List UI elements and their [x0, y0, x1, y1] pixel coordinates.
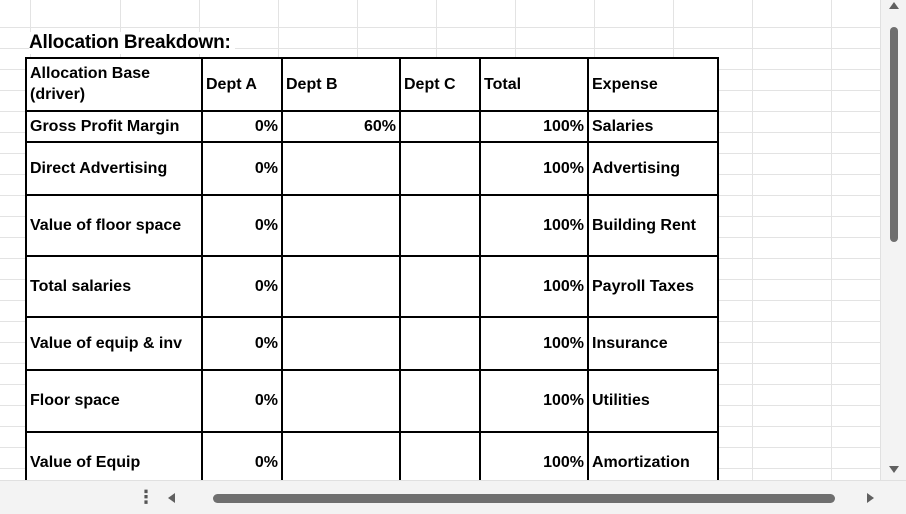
cell-total[interactable]: 100%: [480, 195, 588, 256]
cell-dept-a[interactable]: 0%: [202, 195, 282, 256]
scroll-down-icon[interactable]: [889, 466, 899, 473]
header-total[interactable]: Total: [480, 58, 588, 111]
cell-base[interactable]: Value of floor space: [26, 195, 202, 256]
cell-expense[interactable]: Salaries: [588, 111, 718, 142]
cell-base[interactable]: Value of equip & inv: [26, 317, 202, 370]
cell-dept-c[interactable]: [400, 142, 480, 195]
cell-dept-c[interactable]: [400, 256, 480, 317]
cell-dept-b[interactable]: 60%: [282, 111, 400, 142]
cell-total[interactable]: 100%: [480, 432, 588, 480]
scroll-right-icon[interactable]: [867, 493, 874, 503]
cell-base[interactable]: Direct Advertising: [26, 142, 202, 195]
cell-total[interactable]: 100%: [480, 111, 588, 142]
more-options-icon[interactable]: ⋮: [137, 487, 155, 507]
vertical-scrollbar[interactable]: [880, 0, 906, 480]
scroll-up-icon[interactable]: [889, 2, 899, 9]
cell-dept-b[interactable]: [282, 256, 400, 317]
cell-dept-b[interactable]: [282, 142, 400, 195]
header-allocation-base[interactable]: Allocation Base (driver): [26, 58, 202, 111]
cell-base[interactable]: Value of Equip: [26, 432, 202, 480]
horizontal-scroll-bar: [0, 480, 906, 514]
cell-dept-b[interactable]: [282, 195, 400, 256]
header-dept-b[interactable]: Dept B: [282, 58, 400, 111]
cell-dept-a[interactable]: 0%: [202, 370, 282, 432]
header-expense[interactable]: Expense: [588, 58, 718, 111]
header-row: [26, 58, 718, 111]
cell-dept-c[interactable]: [400, 317, 480, 370]
horizontal-scroll-thumb[interactable]: [213, 494, 835, 503]
vertical-scroll-thumb[interactable]: [890, 27, 898, 242]
table-row: [26, 370, 718, 432]
table-row: [26, 142, 718, 195]
header-dept-a[interactable]: Dept A: [202, 58, 282, 111]
cell-expense[interactable]: Advertising: [588, 142, 718, 195]
sheet-title[interactable]: Allocation Breakdown:: [29, 32, 235, 54]
cell-dept-c[interactable]: [400, 111, 480, 142]
cell-dept-a[interactable]: 0%: [202, 111, 282, 142]
cell-dept-a[interactable]: 0%: [202, 317, 282, 370]
cell-dept-b[interactable]: [282, 432, 400, 480]
cell-expense[interactable]: Amortization: [588, 432, 718, 480]
scroll-left-icon[interactable]: [168, 493, 175, 503]
cell-expense[interactable]: Insurance: [588, 317, 718, 370]
table-row: [26, 195, 718, 256]
table-row: [26, 111, 718, 142]
cell-expense[interactable]: Building Rent: [588, 195, 718, 256]
cell-base[interactable]: Floor space: [26, 370, 202, 432]
cell-dept-c[interactable]: [400, 370, 480, 432]
cell-expense[interactable]: Utilities: [588, 370, 718, 432]
cell-dept-b[interactable]: [282, 370, 400, 432]
cell-total[interactable]: 100%: [480, 370, 588, 432]
allocation-table: [25, 57, 719, 480]
cell-expense[interactable]: Payroll Taxes: [588, 256, 718, 317]
cell-base[interactable]: Total salaries: [26, 256, 202, 317]
table-row: [26, 432, 718, 480]
cell-dept-a[interactable]: 0%: [202, 432, 282, 480]
cell-base[interactable]: Gross Profit Margin: [26, 111, 202, 142]
cell-dept-c[interactable]: [400, 432, 480, 480]
cell-dept-c[interactable]: [400, 195, 480, 256]
header-dept-c[interactable]: Dept C: [400, 58, 480, 111]
cell-total[interactable]: 100%: [480, 317, 588, 370]
cell-dept-a[interactable]: 0%: [202, 142, 282, 195]
table-row: [26, 317, 718, 370]
table-row: [26, 256, 718, 317]
cell-total[interactable]: 100%: [480, 142, 588, 195]
cell-dept-a[interactable]: 0%: [202, 256, 282, 317]
cell-total[interactable]: 100%: [480, 256, 588, 317]
cell-dept-b[interactable]: [282, 317, 400, 370]
